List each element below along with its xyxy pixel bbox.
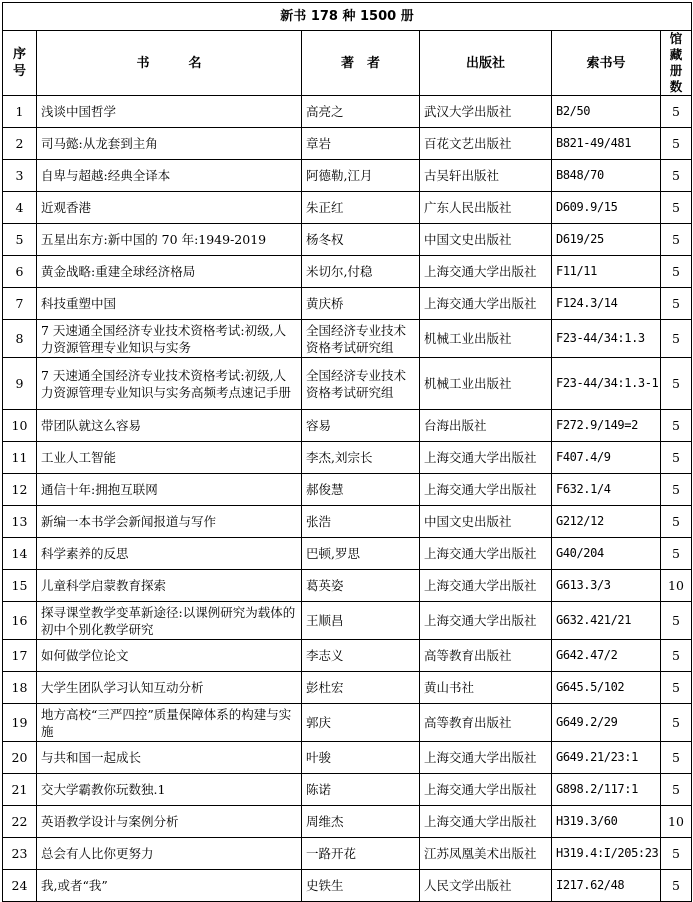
- row-copies: 5: [661, 192, 692, 224]
- row-title: 通信十年:拥抱互联网: [37, 474, 302, 506]
- row-copies: 5: [661, 870, 692, 902]
- row-publisher: 上海交通大学出版社: [420, 474, 552, 506]
- row-publisher: 台海出版社: [420, 410, 552, 442]
- row-publisher: 上海交通大学出版社: [420, 570, 552, 602]
- row-no: 16: [3, 602, 37, 640]
- row-author: 周维杰: [302, 806, 420, 838]
- row-author: 章岩: [302, 128, 420, 160]
- row-no: 14: [3, 538, 37, 570]
- row-title: 五星出东方:新中国的 70 年:1949-2019: [37, 224, 302, 256]
- row-no: 18: [3, 672, 37, 704]
- row-title: 科学素养的反思: [37, 538, 302, 570]
- row-publisher: 中国文史出版社: [420, 506, 552, 538]
- row-publisher: 古吴轩出版社: [420, 160, 552, 192]
- row-call-number: G645.5/102: [552, 672, 661, 704]
- row-publisher: 武汉大学出版社: [420, 96, 552, 128]
- header-call-number: 索书号: [552, 31, 661, 96]
- row-copies: 5: [661, 640, 692, 672]
- row-call-number: B821-49/481: [552, 128, 661, 160]
- row-call-number: F23-44/34:1.3-1: [552, 358, 661, 410]
- row-publisher: 机械工业出版社: [420, 358, 552, 410]
- row-publisher: 机械工业出版社: [420, 320, 552, 358]
- table-row: [3, 570, 692, 602]
- row-copies: 5: [661, 704, 692, 742]
- table-row: [3, 320, 692, 358]
- row-no: 17: [3, 640, 37, 672]
- row-call-number: G649.2/29: [552, 704, 661, 742]
- row-publisher: 人民文学出版社: [420, 870, 552, 902]
- row-title: 如何做学位论文: [37, 640, 302, 672]
- row-copies: 5: [661, 358, 692, 410]
- row-call-number: I217.62/48: [552, 870, 661, 902]
- row-publisher: 上海交通大学出版社: [420, 806, 552, 838]
- row-copies: 5: [661, 128, 692, 160]
- row-no: 23: [3, 838, 37, 870]
- row-author: 彭杜宏: [302, 672, 420, 704]
- header-title: 书 名: [37, 31, 302, 96]
- row-copies: 5: [661, 288, 692, 320]
- header-no: 序号: [3, 31, 37, 96]
- row-no: 5: [3, 224, 37, 256]
- page: [2, 2, 691, 902]
- row-copies: 5: [661, 474, 692, 506]
- row-call-number: F11/11: [552, 256, 661, 288]
- row-copies: 5: [661, 410, 692, 442]
- table-row: [3, 602, 692, 640]
- table-row: [3, 442, 692, 474]
- row-call-number: F23-44/34:1.3: [552, 320, 661, 358]
- row-author: 郭庆: [302, 704, 420, 742]
- row-call-number: D619/25: [552, 224, 661, 256]
- row-no: 20: [3, 742, 37, 774]
- header-row: [3, 31, 692, 96]
- row-copies: 5: [661, 742, 692, 774]
- table-row: [3, 256, 692, 288]
- row-no: 11: [3, 442, 37, 474]
- table-row: [3, 538, 692, 570]
- table-row: [3, 672, 692, 704]
- row-copies: 5: [661, 256, 692, 288]
- table-body: [3, 96, 692, 902]
- row-title: 工业人工智能: [37, 442, 302, 474]
- row-title: 探寻课堂教学变革新途径:以课例研究为载体的初中个别化教学研究: [37, 602, 302, 640]
- row-no: 15: [3, 570, 37, 602]
- row-author: 陈诺: [302, 774, 420, 806]
- table-row: [3, 704, 692, 742]
- row-call-number: G649.21/23:1: [552, 742, 661, 774]
- row-no: 6: [3, 256, 37, 288]
- row-title: 科技重塑中国: [37, 288, 302, 320]
- table-row: [3, 160, 692, 192]
- row-author: 容易: [302, 410, 420, 442]
- row-publisher: 百花文艺出版社: [420, 128, 552, 160]
- row-call-number: H319.3/60: [552, 806, 661, 838]
- row-no: 13: [3, 506, 37, 538]
- row-author: 王顺昌: [302, 602, 420, 640]
- row-publisher: 黄山书社: [420, 672, 552, 704]
- row-no: 7: [3, 288, 37, 320]
- table-title-row: [3, 3, 692, 31]
- row-copies: 5: [661, 672, 692, 704]
- row-call-number: G613.3/3: [552, 570, 661, 602]
- row-no: 1: [3, 96, 37, 128]
- row-no: 10: [3, 410, 37, 442]
- row-copies: 5: [661, 442, 692, 474]
- row-author: 叶骏: [302, 742, 420, 774]
- table-title: 新书 178 种 1500 册: [3, 3, 692, 31]
- row-author: 朱正红: [302, 192, 420, 224]
- row-call-number: F124.3/14: [552, 288, 661, 320]
- row-no: 8: [3, 320, 37, 358]
- row-title: 儿童科学启蒙教育探索: [37, 570, 302, 602]
- row-title: 我,或者“我”: [37, 870, 302, 902]
- row-call-number: G632.421/21: [552, 602, 661, 640]
- row-copies: 5: [661, 160, 692, 192]
- row-publisher: 上海交通大学出版社: [420, 288, 552, 320]
- row-copies: 5: [661, 506, 692, 538]
- table-row: [3, 288, 692, 320]
- row-author: 高亮之: [302, 96, 420, 128]
- table-row: [3, 806, 692, 838]
- row-title: 近观香港: [37, 192, 302, 224]
- row-copies: 5: [661, 224, 692, 256]
- row-no: 22: [3, 806, 37, 838]
- row-author: 全国经济专业技术资格考试研究组: [302, 358, 420, 410]
- row-copies: 5: [661, 838, 692, 870]
- row-call-number: F632.1/4: [552, 474, 661, 506]
- row-title: 大学生团队学习认知互动分析: [37, 672, 302, 704]
- row-author: 史铁生: [302, 870, 420, 902]
- row-copies: 5: [661, 96, 692, 128]
- row-author: 李志义: [302, 640, 420, 672]
- row-publisher: 上海交通大学出版社: [420, 538, 552, 570]
- row-title: 交大学霸教你玩数独.1: [37, 774, 302, 806]
- row-no: 19: [3, 704, 37, 742]
- header-publisher: 出版社: [420, 31, 552, 96]
- row-no: 4: [3, 192, 37, 224]
- row-title: 新编一本书学会新闻报道与写作: [37, 506, 302, 538]
- table-row: [3, 474, 692, 506]
- row-call-number: D609.9/15: [552, 192, 661, 224]
- row-publisher: 上海交通大学出版社: [420, 442, 552, 474]
- header-copies: 馆藏册数: [661, 31, 692, 96]
- table-row: [3, 128, 692, 160]
- new-books-table: [2, 2, 692, 902]
- row-author: 郝俊慧: [302, 474, 420, 506]
- row-publisher: 上海交通大学出版社: [420, 602, 552, 640]
- table-row: [3, 870, 692, 902]
- row-call-number: F272.9/149=2: [552, 410, 661, 442]
- row-author: 阿德勒,江月: [302, 160, 420, 192]
- table-row: [3, 358, 692, 410]
- table-row: [3, 742, 692, 774]
- row-publisher: 高等教育出版社: [420, 640, 552, 672]
- row-title: 与共和国一起成长: [37, 742, 302, 774]
- row-title: 带团队就这么容易: [37, 410, 302, 442]
- row-author: 米切尔,付稳: [302, 256, 420, 288]
- row-copies: 5: [661, 602, 692, 640]
- row-call-number: B848/70: [552, 160, 661, 192]
- row-title: 自卑与超越:经典全译本: [37, 160, 302, 192]
- row-author: 李杰,刘宗长: [302, 442, 420, 474]
- row-title: 7 天速通全国经济专业技术资格考试:初级,人力资源管理专业知识与实务高频考点速记手册: [37, 358, 302, 410]
- row-copies: 5: [661, 538, 692, 570]
- row-call-number: H319.4:I/205:23: [552, 838, 661, 870]
- row-author: 全国经济专业技术资格考试研究组: [302, 320, 420, 358]
- row-copies: 5: [661, 774, 692, 806]
- row-call-number: F407.4/9: [552, 442, 661, 474]
- row-publisher: 上海交通大学出版社: [420, 774, 552, 806]
- row-no: 9: [3, 358, 37, 410]
- row-no: 21: [3, 774, 37, 806]
- row-title: 黄金战略:重建全球经济格局: [37, 256, 302, 288]
- row-call-number: G642.47/2: [552, 640, 661, 672]
- row-author: 黄庆桥: [302, 288, 420, 320]
- row-title: 地方高校“三严四控”质量保障体系的构建与实施: [37, 704, 302, 742]
- row-author: 一路开花: [302, 838, 420, 870]
- row-call-number: G40/204: [552, 538, 661, 570]
- row-title: 7 天速通全国经济专业技术资格考试:初级,人力资源管理专业知识与实务: [37, 320, 302, 358]
- table-row: [3, 506, 692, 538]
- table-row: [3, 838, 692, 870]
- row-publisher: 高等教育出版社: [420, 704, 552, 742]
- table-row: [3, 640, 692, 672]
- row-publisher: 广东人民出版社: [420, 192, 552, 224]
- row-call-number: G898.2/117:1: [552, 774, 661, 806]
- row-publisher: 上海交通大学出版社: [420, 256, 552, 288]
- row-no: 2: [3, 128, 37, 160]
- row-call-number: G212/12: [552, 506, 661, 538]
- row-title: 总会有人比你更努力: [37, 838, 302, 870]
- table-row: [3, 96, 692, 128]
- header-author: 著 者: [302, 31, 420, 96]
- table-row: [3, 410, 692, 442]
- row-author: 巴顿,罗思: [302, 538, 420, 570]
- row-publisher: 中国文史出版社: [420, 224, 552, 256]
- row-publisher: 江苏凤凰美术出版社: [420, 838, 552, 870]
- row-author: 葛英姿: [302, 570, 420, 602]
- row-copies: 10: [661, 570, 692, 602]
- table-row: [3, 774, 692, 806]
- row-author: 张浩: [302, 506, 420, 538]
- table-row: [3, 192, 692, 224]
- row-author: 杨冬权: [302, 224, 420, 256]
- row-title: 英语教学设计与案例分析: [37, 806, 302, 838]
- row-title: 司马懿:从龙套到主角: [37, 128, 302, 160]
- row-title: 浅谈中国哲学: [37, 96, 302, 128]
- row-no: 3: [3, 160, 37, 192]
- row-publisher: 上海交通大学出版社: [420, 742, 552, 774]
- row-copies: 10: [661, 806, 692, 838]
- row-copies: 5: [661, 320, 692, 358]
- row-no: 24: [3, 870, 37, 902]
- row-call-number: B2/50: [552, 96, 661, 128]
- row-no: 12: [3, 474, 37, 506]
- table-row: [3, 224, 692, 256]
